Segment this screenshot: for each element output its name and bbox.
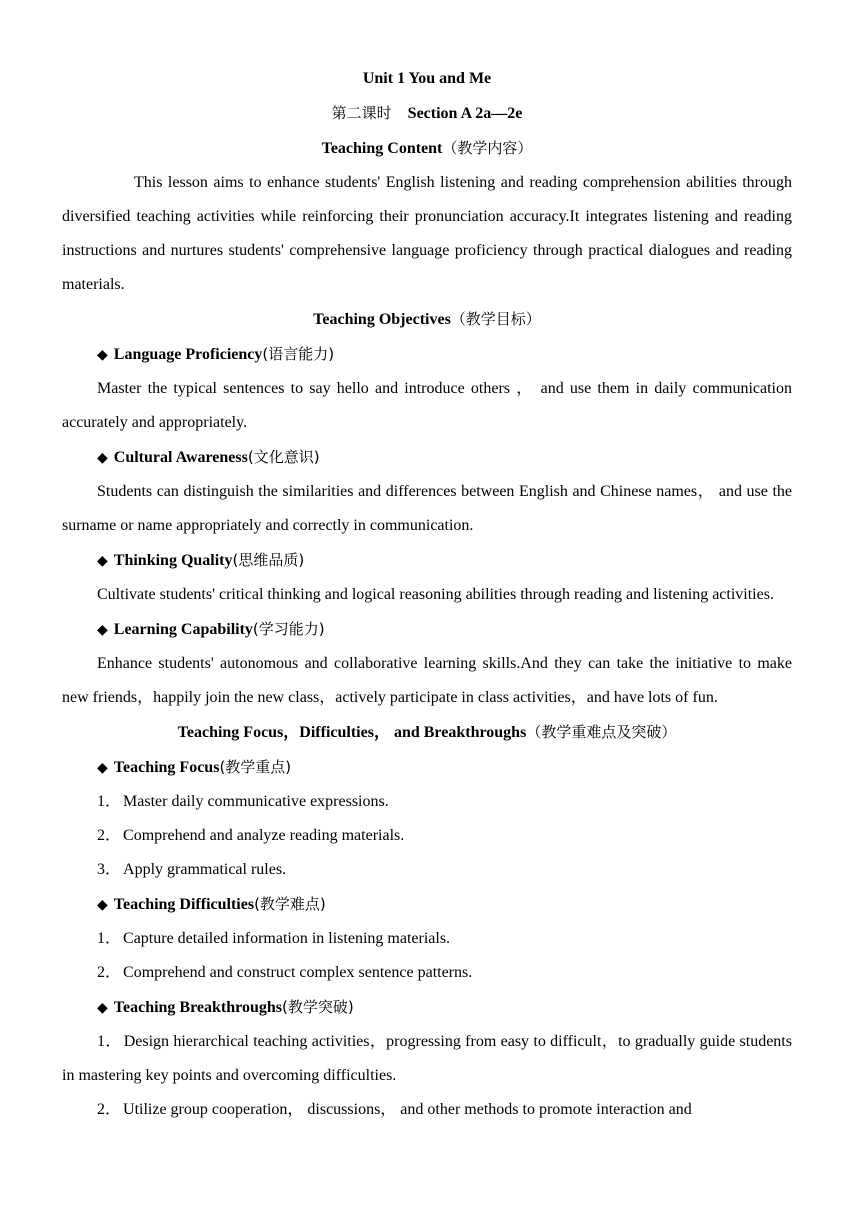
objective-title-cn: (学习能力) bbox=[252, 620, 325, 638]
list-text: Utilize group cooperation， discussions， and other methods to promote interaction and bbox=[123, 1101, 692, 1118]
teaching-difficulties-title-cn: (教学难点) bbox=[254, 895, 326, 913]
list-number: 1． bbox=[97, 930, 122, 947]
teaching-breakthroughs-title: Teaching Breakthroughs bbox=[113, 999, 282, 1016]
list-text: Master daily communicative expressions. bbox=[123, 793, 389, 810]
bullet-diamond-icon: ◆ bbox=[97, 347, 108, 363]
teaching-breakthroughs-heading bbox=[62, 990, 792, 1025]
document-page bbox=[62, 62, 792, 1127]
list-number: 3． bbox=[97, 861, 122, 878]
teaching-focus-heading bbox=[62, 750, 792, 785]
teaching-focus-title-cn: (教学重点) bbox=[219, 758, 292, 776]
teaching-focus-title: Teaching Focus bbox=[113, 759, 220, 776]
list-item bbox=[62, 956, 792, 990]
list-text: Comprehend and construct complex sentence patterns. bbox=[123, 964, 473, 981]
objective-title: Language Proficiency bbox=[113, 346, 263, 363]
list-text: Comprehend and analyze reading materials. bbox=[123, 827, 405, 844]
bullet-diamond-icon: ◆ bbox=[97, 553, 108, 569]
bullet-diamond-icon: ◆ bbox=[97, 622, 108, 638]
list-item bbox=[62, 785, 792, 819]
content-heading-cn: （教学内容） bbox=[442, 139, 533, 157]
focus-heading-cn: （教学重难点及突破） bbox=[526, 723, 677, 741]
bullet-diamond-icon: ◆ bbox=[97, 760, 108, 776]
objective-text-thinking: Cultivate students' critical thinking and logical reasoning abilities through reading and listening activities. bbox=[97, 586, 774, 603]
objective-text-language: Master the typical sentences to say hello and introduce others ， and use them in daily communication accurately and appropriately. bbox=[62, 380, 792, 431]
objective-text-learning: Enhance students' autonomous and collaborative learning skills.And they can take the initiative to make new friends，happily join the new class，actively participate in class activities，and have lots of fun. bbox=[62, 655, 792, 706]
objective-title: Cultural Awareness bbox=[113, 449, 248, 466]
teaching-difficulties-heading bbox=[62, 887, 792, 922]
teaching-breakthroughs-title-cn: (教学突破) bbox=[281, 998, 354, 1016]
list-number: 2． bbox=[97, 964, 122, 981]
objectives-heading-cn: （教学目标） bbox=[450, 310, 541, 328]
objective-title-cn: (语言能力) bbox=[262, 345, 335, 363]
objective-heading-cultural bbox=[62, 440, 792, 475]
focus-heading-en: Teaching Focus，Difficulties， and Breakthroughs bbox=[177, 724, 527, 741]
lesson-title-cn: 第二课时 bbox=[331, 104, 392, 122]
objective-heading-learning bbox=[62, 612, 792, 647]
list-item bbox=[62, 1025, 792, 1093]
list-text: Capture detailed information in listening materials. bbox=[123, 930, 451, 947]
list-item bbox=[62, 922, 792, 956]
list-item bbox=[62, 819, 792, 853]
list-number: 2． bbox=[97, 827, 122, 844]
lesson-title bbox=[62, 96, 792, 131]
bullet-diamond-icon: ◆ bbox=[97, 450, 108, 466]
objective-text-cultural: Students can distinguish the similarities and differences between English and Chinese names， and use the surname or name appropriately and correctly in communication. bbox=[62, 483, 792, 534]
list-item bbox=[62, 853, 792, 887]
lesson-title-en: Section A 2a—2e bbox=[407, 105, 523, 122]
teaching-difficulties-title: Teaching Difficulties bbox=[113, 896, 255, 913]
list-number: 2． bbox=[97, 1101, 122, 1118]
list-text: Design hierarchical teaching activities，progressing from easy to difficult，to gradually guide students in mastering key points and overcoming difficulties. bbox=[62, 1033, 792, 1084]
objective-title-cn: (思维品质) bbox=[232, 551, 305, 569]
content-heading-en: Teaching Content bbox=[321, 140, 443, 157]
objective-heading-language bbox=[62, 337, 792, 372]
objective-title: Thinking Quality bbox=[113, 552, 233, 569]
list-number: 1． bbox=[97, 793, 122, 810]
list-number: 1． bbox=[97, 1033, 122, 1050]
objective-heading-thinking bbox=[62, 543, 792, 578]
objectives-heading bbox=[62, 302, 792, 337]
objectives-heading-en: Teaching Objectives bbox=[313, 311, 451, 328]
bullet-diamond-icon: ◆ bbox=[97, 897, 108, 913]
list-item bbox=[62, 1093, 792, 1127]
unit-title: Unit 1 You and Me bbox=[362, 70, 492, 87]
content-paragraph: This lesson aims to enhance students' English listening and reading comprehension abilities through diversified teaching activities while reinforcing their pronunciation accuracy.It integrates listening and reading instructions and nurtures students' comprehensive language proficiency through practical dialogues and reading materials. bbox=[62, 174, 792, 293]
objective-title-cn: (文化意识) bbox=[247, 448, 320, 466]
focus-heading bbox=[62, 715, 792, 750]
objective-title: Learning Capability bbox=[113, 621, 253, 638]
content-heading bbox=[62, 131, 792, 166]
bullet-diamond-icon: ◆ bbox=[97, 1000, 108, 1016]
list-text: Apply grammatical rules. bbox=[123, 861, 287, 878]
